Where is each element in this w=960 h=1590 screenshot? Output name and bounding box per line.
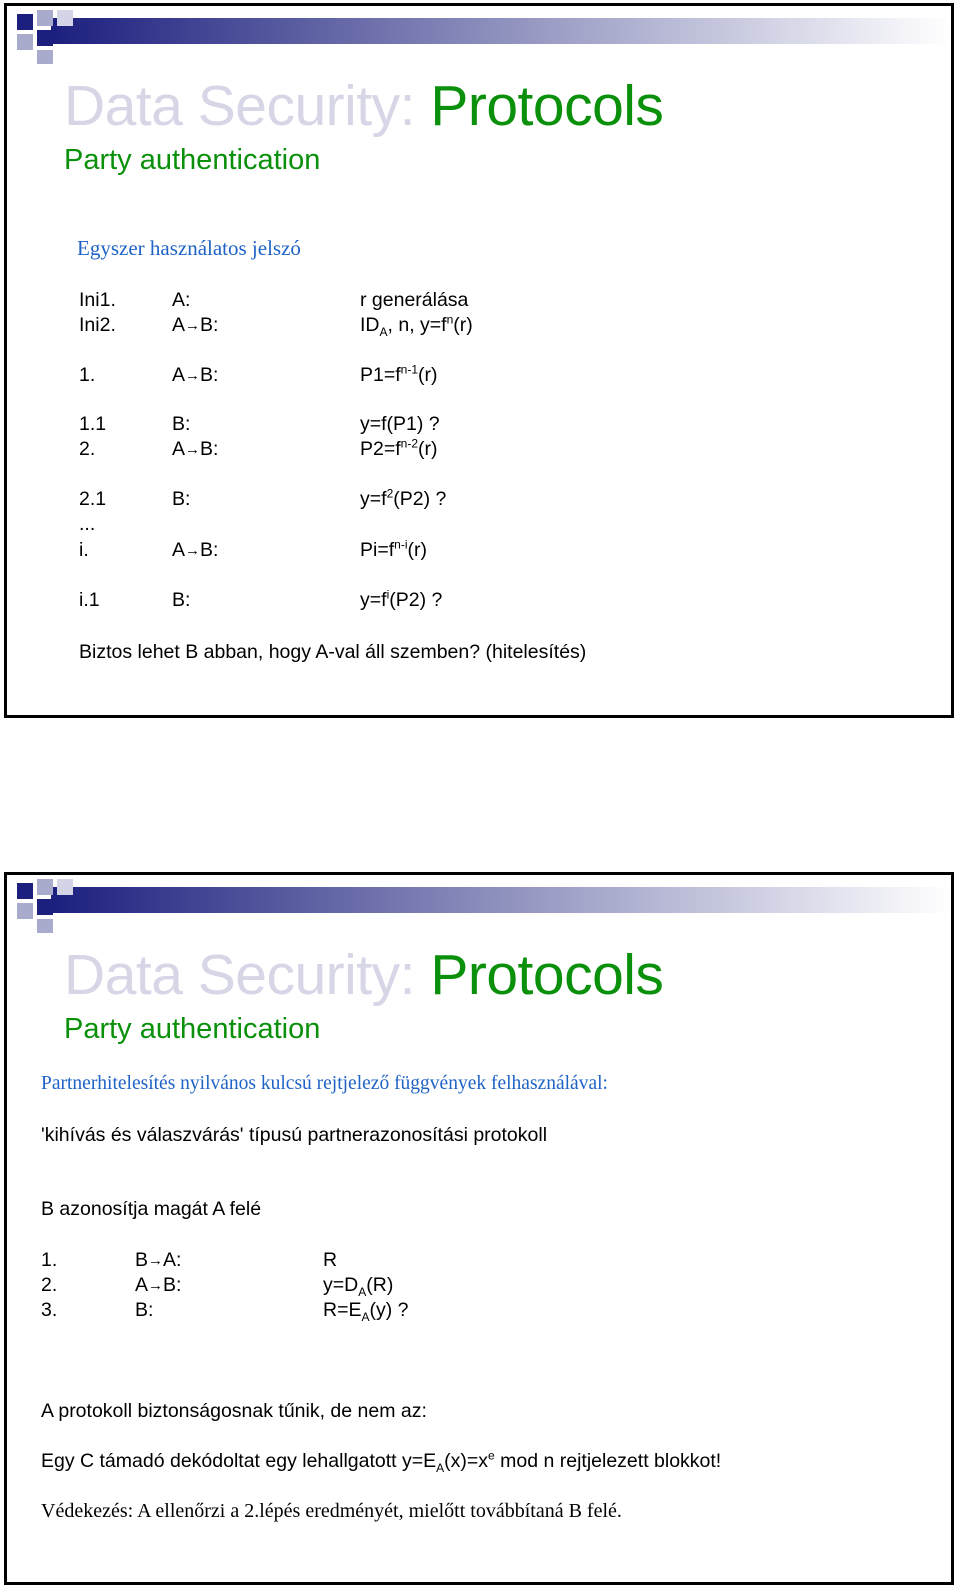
step-number: i. <box>79 539 89 561</box>
actor-to: B <box>200 539 214 561</box>
defense-text: Védekezés: A ellenőrzi a 2.lépés eredményét, mielőtt továbbítaná B felé. <box>41 1500 622 1522</box>
step-actor <box>172 487 190 513</box>
step-payload <box>360 412 440 436</box>
attack-sub: A <box>436 1460 445 1475</box>
payload-text: r generálása <box>360 289 469 311</box>
actor-colon: : <box>176 1274 182 1296</box>
step-payload <box>360 363 438 387</box>
actor-from: B <box>172 589 186 611</box>
payload-tail: (P2) ? <box>393 488 447 510</box>
title-grey: Data Security: <box>64 74 415 138</box>
slide-title <box>64 945 663 1005</box>
payload-sup: n-i <box>394 537 408 552</box>
step-actor <box>172 288 190 314</box>
slide-2 <box>4 872 954 1585</box>
actor-from: A <box>172 289 186 311</box>
intro-text: B azonosítja magát A felé <box>41 1198 262 1220</box>
actor-colon: : <box>176 1249 182 1271</box>
step-payload <box>360 487 446 511</box>
step-actor <box>172 588 190 614</box>
attack-sup: e <box>488 1448 495 1463</box>
payload-id: ID <box>360 314 380 336</box>
weakness-text: A protokoll biztonságosnak tűnik, de nem az: <box>41 1400 427 1422</box>
title-green: Protocols <box>430 943 664 1007</box>
actor-from: A <box>172 364 186 386</box>
step-number: Ini1. <box>79 289 116 311</box>
step-actor <box>135 1248 181 1274</box>
actor-from: A <box>172 539 186 561</box>
payload-sup: n <box>446 312 454 327</box>
payload-pre: y=f <box>360 589 387 611</box>
step-number: 3. <box>41 1299 58 1321</box>
payload-sup: n-1 <box>400 362 419 377</box>
actor-colon: : <box>185 488 191 510</box>
actor-from: A <box>135 1274 149 1296</box>
actor-from: B <box>172 413 186 435</box>
payload-tail: (P2) ? <box>389 589 443 611</box>
question-text: Biztos lehet B abban, hogy A-val áll szemben? (hitelesítés) <box>79 641 587 663</box>
arrow-icon: → <box>185 317 201 334</box>
payload-sup: n-2 <box>400 436 419 451</box>
section-heading: Egyszer használatos jelszó <box>77 236 301 260</box>
step-payload <box>323 1273 393 1297</box>
protocol-type: 'kihívás és válaszvárás' típusú partnerazonosítási protokoll <box>41 1124 548 1146</box>
step-number: Ini2. <box>79 314 116 336</box>
step-payload <box>360 588 442 612</box>
slide-title <box>64 76 663 136</box>
payload-pre: P2=f <box>360 438 401 460</box>
actor-colon: : <box>213 539 219 561</box>
step-payload <box>323 1298 409 1322</box>
title-grey: Data Security: <box>64 943 415 1007</box>
arrow-icon: → <box>185 542 201 559</box>
actor-colon: : <box>185 413 191 435</box>
slide-subtitle: Party authentication <box>64 1013 321 1045</box>
step-actor <box>172 538 218 564</box>
payload-pre: R <box>323 1249 338 1271</box>
step-number: 1. <box>79 364 96 386</box>
actor-from: B <box>172 488 186 510</box>
attack-tail: mod n rejtjelezett blokkot! <box>494 1450 722 1472</box>
actor-from: B <box>135 1249 149 1271</box>
payload-sub: A <box>358 1284 367 1299</box>
actor-colon: : <box>213 438 219 460</box>
step-number: 1. <box>41 1249 58 1271</box>
step-actor <box>135 1273 181 1299</box>
actor-to: B <box>200 364 214 386</box>
step-number: i.1 <box>79 589 100 611</box>
arrow-icon: → <box>185 441 201 458</box>
step-number: 2. <box>79 438 96 460</box>
payload-tail: (R) <box>366 1274 394 1296</box>
payload-tail: (r) <box>418 438 438 460</box>
payload-pre: R=E <box>323 1299 362 1321</box>
section-heading: Partnerhitelesítés nyilvános kulcsú rejtjelező függvények felhasználával: <box>41 1073 608 1094</box>
actor-colon: : <box>213 364 219 386</box>
header-decoration <box>7 6 957 66</box>
payload-pre: y=D <box>323 1274 359 1296</box>
step-actor <box>172 313 218 339</box>
actor-from: B <box>135 1299 149 1321</box>
payload-tail: (r) <box>418 364 438 386</box>
attack-text <box>41 1449 721 1473</box>
slide-subtitle: Party authentication <box>64 144 321 176</box>
actor-to: B <box>200 438 214 460</box>
arrow-icon: → <box>185 367 201 384</box>
arrow-icon: → <box>148 1277 164 1294</box>
actor-to: A <box>163 1249 177 1271</box>
actor-to: B <box>200 314 214 336</box>
attack-mid: (x)=x <box>444 1450 489 1472</box>
payload-id-sub: A <box>379 324 388 339</box>
step-payload <box>360 313 473 337</box>
attack-pre: Egy C támadó dekódoltat egy lehallgatott y=E <box>41 1450 437 1472</box>
step-payload <box>360 288 468 312</box>
header-decoration <box>7 875 957 935</box>
actor-colon: : <box>185 289 191 311</box>
arrow-icon: → <box>148 1252 164 1269</box>
payload-pre: Pi=f <box>360 539 395 561</box>
step-number: ... <box>79 513 96 535</box>
step-number: 1.1 <box>79 413 107 435</box>
step-number: 2.1 <box>79 488 107 510</box>
step-number: 2. <box>41 1274 58 1296</box>
actor-from: A <box>172 438 186 460</box>
step-payload <box>360 437 438 461</box>
payload-sub: A <box>361 1309 370 1324</box>
step-actor <box>135 1298 153 1324</box>
actor-colon: : <box>148 1299 154 1321</box>
payload-sup: 2 <box>386 486 394 501</box>
step-actor <box>172 437 218 463</box>
title-green: Protocols <box>430 74 664 138</box>
payload-pre: y=f <box>360 488 387 510</box>
payload-pre: P1=f <box>360 364 401 386</box>
actor-colon: : <box>213 314 219 336</box>
actor-from: A <box>172 314 186 336</box>
payload-tail: (r) <box>407 539 427 561</box>
actor-to: B <box>163 1274 177 1296</box>
payload-tail: (r) <box>453 314 473 336</box>
payload-text: y=f(P1) ? <box>360 413 440 435</box>
step-actor <box>172 412 190 438</box>
step-payload <box>360 538 427 562</box>
step-actor <box>172 363 218 389</box>
payload-rest: , n, y=f <box>387 314 447 336</box>
actor-colon: : <box>185 589 191 611</box>
step-payload <box>323 1248 337 1272</box>
payload-tail: (y) ? <box>369 1299 409 1321</box>
slide-1 <box>4 3 954 718</box>
payload-sup: i <box>386 587 390 602</box>
